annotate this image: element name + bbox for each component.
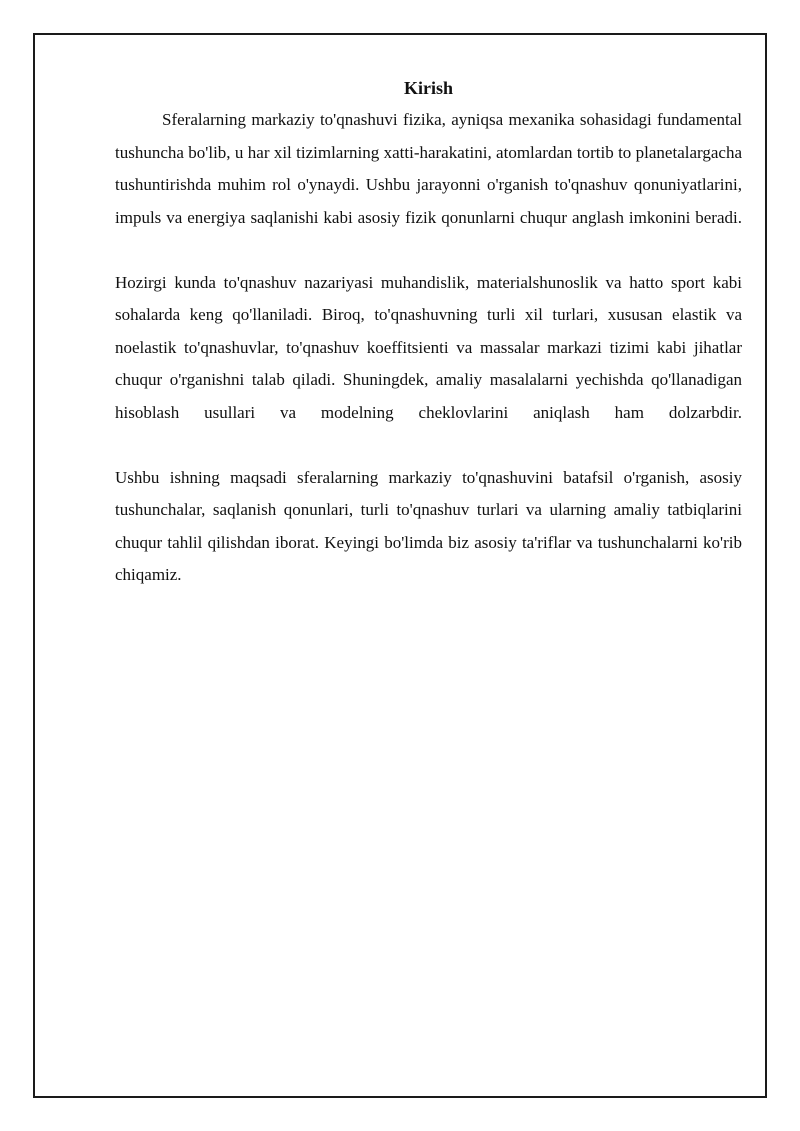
document-title: Kirish <box>403 78 453 98</box>
paragraph-purpose: Ushbu ishning maqsadi sferalarning markaziy to'qnashuvini batafsil o'rganish, asosiy tushunchalar, saqlanish qonunlari, turli to'qnashuv turlari va ularning amaliy tatbiqlarini chuqur tahlil qilishdan iborat. Keyingi bo'limda biz asosiy ta'riflar va tushunchalarni ko'rib chiqamiz. <box>115 467 742 584</box>
document-body <box>115 72 742 624</box>
paragraph-relevance: Hozirgi kunda to'qnashuv nazariyasi muhandislik, materialshunoslik va hatto sport kabi sohalarda keng qo'llaniladi. Biroq, to'qnashuvning turli xil turlari, xususan elastik va noelastik to'qnashuvlar, to'qnashuv koeffitsienti va massalar markazi tizimi kabi jihatlar chuqur o'rganishni talab qiladi. Shuningdek, amaliy masalalarni yechishda qo'llanadigan hisoblash usullari va modelning cheklovlarini aniqlash ham dolzarbdir. <box>115 272 742 422</box>
paragraph-intro: Sferalarning markaziy to'qnashuvi fizika, ayniqsa mexanika sohasidagi fundamental tushuncha bo'lib, u har xil tizimlarning xatti-harakatini, atomlardan tortib to planetalargacha tushuntirishda muhim rol o'ynaydi. Ushbu jarayonni o'rganish to'qnashuv qonuniyatlarini, impuls va energiya saqlanishi kabi asosiy fizik qonunlarni chuqur anglash imkonini beradi. <box>115 110 742 227</box>
